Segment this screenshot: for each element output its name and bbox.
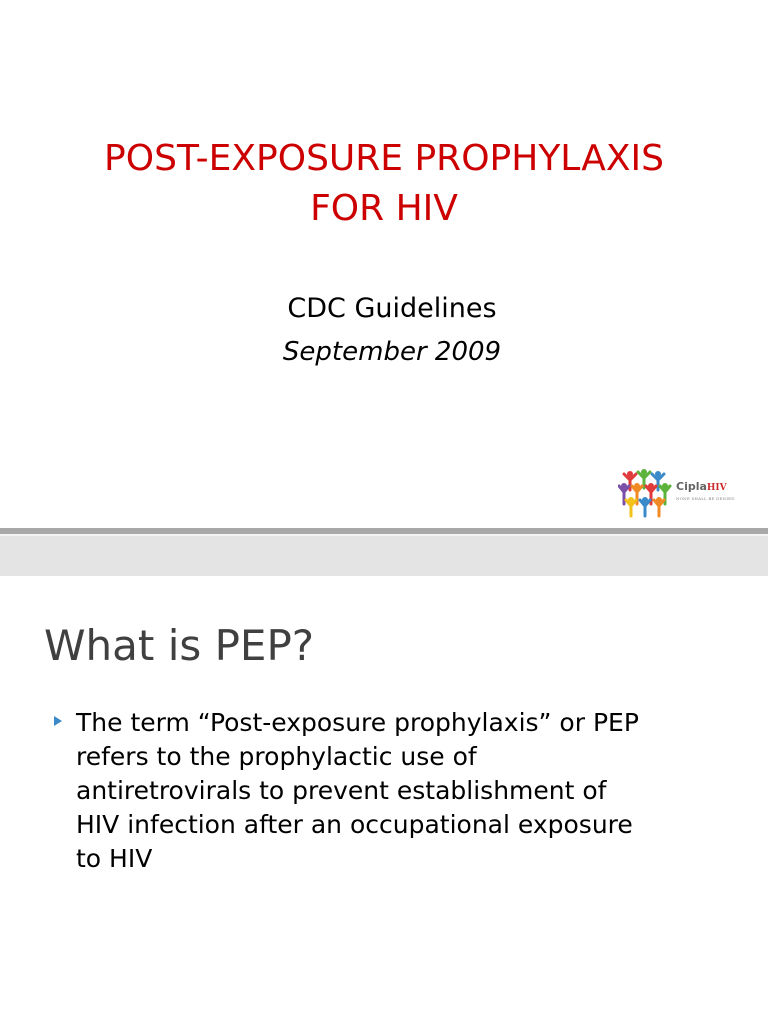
bullet-line-2: refers to the prophylactic use of [76, 742, 477, 771]
people-figures-icon [618, 466, 674, 520]
content-slide [0, 576, 768, 1024]
divider-highlight [0, 534, 768, 536]
slide-title-line-1: POST-EXPOSURE PROPHYLAXIS [104, 138, 664, 179]
cipla-hiv-logo [618, 466, 736, 520]
logo-brand: Cipla [676, 480, 707, 493]
slide-divider [0, 528, 768, 576]
slide-subtitle: CDC Guidelines [287, 293, 497, 324]
slide-title-line-2: FOR HIV [310, 188, 458, 229]
logo-wordmark [676, 480, 727, 493]
triangle-bullet-icon [54, 716, 62, 726]
bullet-line-1: The term “Post-exposure prophylaxis” or PEP [76, 708, 639, 737]
bullet-line-4: HIV infection after an occupational exposure [76, 810, 633, 839]
slide-date: September 2009 [282, 337, 502, 367]
logo-tagline: NONE SHALL BE DENIED [676, 496, 735, 501]
bullet-paragraph [76, 706, 756, 876]
bullet-line-5: to HIV [76, 844, 153, 873]
bullet-line-3: antiretrovirals to prevent establishment of [76, 776, 607, 805]
logo-brand-suffix: HIV [706, 483, 727, 493]
slide-title [0, 134, 768, 234]
slide-heading: What is PEP? [44, 621, 315, 670]
